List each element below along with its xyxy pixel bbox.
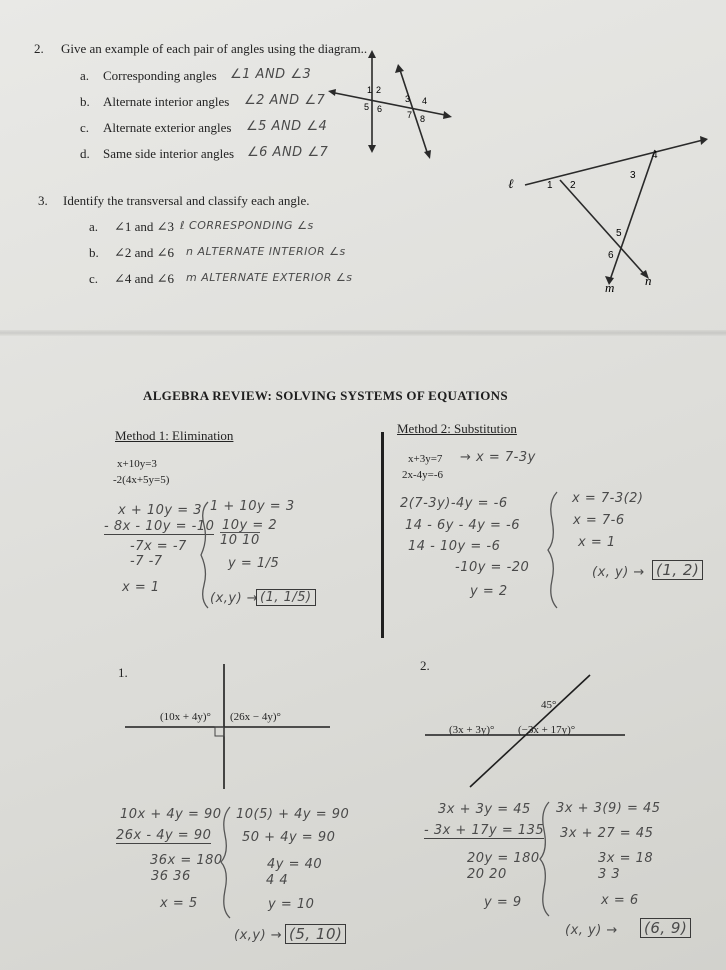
- q3-diagram-label-l: ℓ: [508, 176, 514, 191]
- work-line: 4 4: [266, 873, 289, 888]
- problem1-number: 1.: [118, 665, 128, 680]
- q2-diagram-label-1: 1: [367, 85, 373, 95]
- problem1-left-angle: (10x + 4y)°: [160, 711, 211, 723]
- problem2-top-angle: 45°: [541, 699, 557, 711]
- q2-diagram-label-5: 5: [364, 102, 370, 112]
- work-line: 36x = 180: [150, 853, 223, 868]
- q3-item-c-letter: c.: [89, 271, 99, 286]
- q3-diagram-angle-3: 3: [630, 170, 636, 181]
- method1-eq2: -2(4x+5y=5): [113, 474, 170, 486]
- problem2-right-angle: (−3x + 17y)°: [518, 724, 576, 736]
- work-line: 3x = 18: [598, 851, 654, 866]
- work-line: -10y = -20: [455, 560, 530, 575]
- method-divider: [381, 432, 384, 638]
- q2-diagram-label-6: 6: [377, 104, 383, 114]
- problem2-answer-box: (6, 9): [640, 918, 691, 938]
- work-line: -7 -7: [130, 554, 163, 569]
- work-line: 14 - 10y = -6: [408, 539, 501, 554]
- work-line: 10 10: [220, 533, 260, 548]
- q3-item-c-answer: m ALTERNATE EXTERIOR ∠s: [186, 271, 353, 284]
- work-line: 14 - 6y - 4y = -6: [405, 518, 521, 533]
- method2-eq1-substitution: → x = 7-3y: [460, 450, 536, 465]
- work-line: x = 1: [578, 535, 616, 550]
- q3-diagram-angle-5: 5: [616, 228, 622, 239]
- problem1-brace: [218, 805, 234, 920]
- work-line: 1 + 10y = 3: [210, 499, 295, 514]
- q3-diagram-label-n: n: [645, 273, 652, 288]
- work-line: - 8x - 10y = -10: [104, 519, 215, 534]
- q3-item-a-answer: ℓ CORRESPONDING ∠s: [180, 219, 314, 232]
- q2-diagram-label-2: 2: [376, 85, 382, 95]
- q2-number: 2.: [34, 41, 44, 56]
- work-line: (x, y) →: [592, 565, 645, 580]
- page-fold: [0, 330, 726, 336]
- work-line: 10(5) + 4y = 90: [236, 807, 350, 822]
- problem2-left-angle: (3x + 3y)°: [449, 724, 495, 736]
- method2-eq2: 2x-4y=-6: [402, 469, 444, 481]
- q3-diagram-angle-2: 2: [570, 180, 576, 191]
- q2-diagram-label-4: 4: [422, 96, 428, 106]
- algebra-title: ALGEBRA REVIEW: SOLVING SYSTEMS OF EQUATIONS: [143, 388, 508, 403]
- q2-item-c-answer: ∠5 AND ∠4: [246, 119, 328, 134]
- q3-item-b-answer: n ALTERNATE INTERIOR ∠s: [186, 245, 346, 258]
- q2-item-c-label: Alternate exterior angles: [103, 120, 232, 135]
- q2-diagram-label-3: 3: [405, 94, 411, 104]
- problem1-right-angle: (26x − 4y)°: [230, 711, 281, 723]
- work-line: (x,y) →: [234, 928, 283, 943]
- work-line: 2(7-3y)-4y = -6: [400, 496, 508, 511]
- method1-answer-box: (1, 1/5): [256, 589, 316, 606]
- q2-item-d-label: Same side interior angles: [103, 146, 235, 161]
- method2-answer-box: (1, 2): [652, 560, 703, 580]
- work-line: - 3x + 17y = 135: [424, 823, 545, 838]
- q2-item-d-letter: d.: [80, 146, 90, 161]
- q3-triangle-diagram: [505, 140, 705, 300]
- work-line: x = 6: [601, 893, 639, 908]
- q3-item-b-label: ∠2 and ∠6: [114, 245, 175, 260]
- q3-item-b-letter: b.: [89, 245, 99, 260]
- work-line: 20 20: [467, 867, 507, 882]
- problem1-perpendicular-lines: [125, 664, 330, 789]
- work-line: 10y = 2: [222, 518, 278, 533]
- q3-diagram-label-m: m: [605, 280, 615, 295]
- work-line: y = 2: [470, 584, 508, 599]
- problem1-answer-box: (5, 10): [285, 924, 346, 944]
- q2-diagram-label-8: 8: [420, 114, 426, 124]
- q2-item-b-answer: ∠2 AND ∠7: [244, 93, 326, 108]
- work-line: 3 3: [598, 867, 621, 882]
- work-line: (x,y) →: [210, 591, 259, 606]
- method2-eq1: x+3y=7: [408, 453, 443, 465]
- problem2-brace: [537, 800, 553, 918]
- work-line: 3x + 27 = 45: [560, 826, 654, 841]
- q2-diagram-label-7: 7: [407, 110, 413, 120]
- q3-diagram-angle-4: 4: [652, 150, 658, 161]
- q2-item-b-letter: b.: [80, 94, 90, 109]
- work-line: (x, y) →: [565, 923, 618, 938]
- method2-brace: [545, 490, 561, 610]
- work-line: 50 + 4y = 90: [242, 830, 336, 845]
- q2-prompt: Give an example of each pair of angles using the diagram..: [61, 41, 368, 56]
- work-line: x = 1: [122, 580, 160, 595]
- work-line: x = 5: [160, 896, 198, 911]
- q3-item-a-label: ∠1 and ∠3: [114, 219, 175, 234]
- q3-diagram-angle-1: 1: [547, 180, 553, 191]
- work-line: y = 9: [484, 895, 522, 910]
- method1-eq1: x+10y=3: [117, 458, 157, 470]
- work-line: x + 10y = 3: [118, 503, 203, 518]
- work-line: 4y = 40: [267, 857, 323, 872]
- work-line: y = 10: [268, 897, 315, 912]
- q3-number: 3.: [38, 193, 48, 208]
- q3-item-a-letter: a.: [89, 219, 99, 234]
- q2-item-a-letter: a.: [80, 68, 90, 83]
- work-line: x = 7-3(2): [572, 491, 644, 506]
- work-line: 3x + 3y = 45: [438, 802, 531, 817]
- work-line: 10x + 4y = 90: [120, 807, 222, 822]
- work-line: 36 36: [151, 869, 191, 884]
- work-line: 26x - 4y = 90: [116, 828, 212, 843]
- q2-item-c-letter: c.: [80, 120, 90, 135]
- method2-heading: Method 2: Substitution: [397, 421, 517, 436]
- q3-item-c-label: ∠4 and ∠6: [114, 271, 175, 286]
- work-line: 20y = 180: [467, 851, 540, 866]
- q2-item-d-answer: ∠6 AND ∠7: [247, 145, 329, 160]
- q2-angle-diagram: [330, 55, 450, 155]
- q2-item-a-answer: ∠1 AND ∠3: [230, 67, 312, 82]
- method1-heading: Method 1: Elimination: [115, 428, 234, 443]
- work-line: 3x + 3(9) = 45: [556, 801, 661, 816]
- q2-item-a-label: Corresponding angles: [103, 68, 217, 83]
- work-line: x = 7-6: [573, 513, 625, 528]
- q3-diagram-angle-6: 6: [608, 250, 614, 261]
- work-line: y = 1/5: [228, 556, 280, 571]
- work-line: -7x = -7: [130, 539, 187, 554]
- q2-item-b-label: Alternate interior angles: [103, 94, 230, 109]
- q3-prompt: Identify the transversal and classify each angle.: [63, 193, 310, 208]
- problem2-number: 2.: [420, 658, 430, 673]
